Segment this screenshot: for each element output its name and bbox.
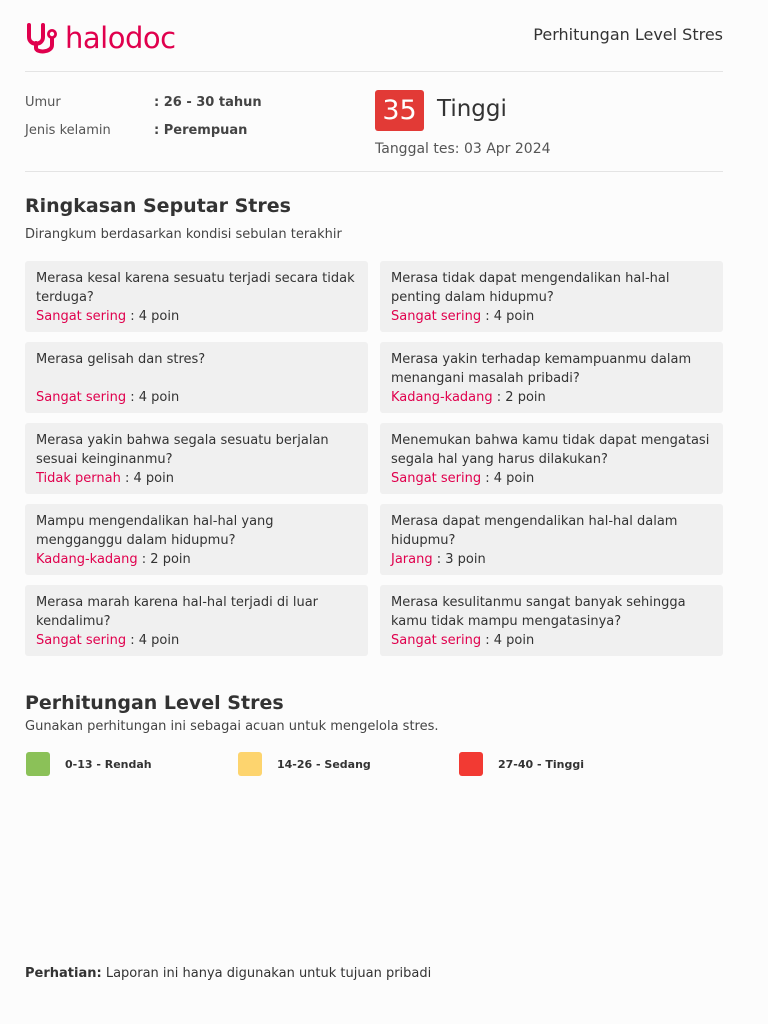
- age-value: : 26 - 30 tahun: [154, 95, 262, 110]
- summary-title: Ringkasan Seputar Stres: [25, 195, 291, 217]
- card-answer: [391, 469, 713, 488]
- summary-card: [25, 585, 368, 656]
- age-label: Umur: [25, 95, 61, 110]
- gender-value: : Perempuan: [154, 123, 248, 138]
- legend-item-sedang: [238, 752, 371, 776]
- summary-subtitle: Dirangkum berdasarkan kondisi sebulan terakhir: [25, 227, 342, 242]
- card-question: Merasa marah karena hal-hal terjadi di luar kendalimu?: [36, 595, 319, 629]
- card-points: : 4 poin: [485, 633, 535, 648]
- calculation-subtitle: Gunakan perhitungan ini sebagai acuan untuk mengelola stres.: [25, 719, 439, 734]
- summary-card: [25, 342, 368, 413]
- card-answer: [391, 550, 713, 569]
- document-title: Perhitungan Level Stres: [533, 25, 723, 44]
- card-answer: [391, 631, 713, 650]
- card-frequency: Sangat sering: [36, 633, 127, 648]
- summary-card: [380, 342, 723, 413]
- card-question: Merasa yakin terhadap kemampuanmu dalam menangani masalah pribadi?: [391, 352, 692, 386]
- summary-card: [25, 504, 368, 575]
- card-frequency: Jarang: [391, 552, 433, 567]
- test-date: Tanggal tes: 03 Apr 2024: [375, 141, 551, 157]
- card-frequency: Tidak pernah: [36, 471, 121, 486]
- summary-card: [380, 585, 723, 656]
- card-points: : 4 poin: [485, 471, 535, 486]
- legend-label: 27-40 - Tinggi: [498, 757, 585, 771]
- info-divider: [25, 171, 723, 172]
- score-level: Tinggi: [437, 96, 507, 122]
- card-question: Merasa gelisah dan stres?: [36, 352, 206, 367]
- legend-label: 0-13 - Rendah: [65, 757, 152, 771]
- legend-item-tinggi: [459, 752, 584, 776]
- summary-card: [380, 504, 723, 575]
- header-divider: [25, 71, 723, 72]
- stethoscope-icon: [25, 21, 61, 55]
- card-answer: [36, 550, 358, 569]
- card-answer: [36, 631, 358, 650]
- swatch-green: [26, 752, 50, 776]
- summary-card: [380, 423, 723, 494]
- card-points: : 4 poin: [130, 309, 180, 324]
- card-answer: [391, 307, 713, 326]
- card-points: : 2 poin: [141, 552, 191, 567]
- card-answer: [36, 388, 358, 407]
- card-question: Merasa kesulitanmu sangat banyak sehingga kamu tidak mampu mengatasinya?: [391, 595, 686, 629]
- card-answer: [391, 388, 713, 407]
- footer-note: [25, 966, 431, 981]
- header: [25, 20, 723, 56]
- halodoc-logo: [25, 20, 176, 56]
- card-frequency: Sangat sering: [36, 390, 127, 405]
- card-question: Merasa kesal karena sesuatu terjadi secara tidak terduga?: [36, 271, 355, 305]
- footer-text: Laporan ini hanya digunakan untuk tujuan pribadi: [101, 966, 432, 981]
- score-badge: 35: [375, 90, 424, 131]
- footer-label: Perhatian:: [25, 966, 102, 981]
- card-points: : 4 poin: [124, 471, 174, 486]
- card-frequency: Kadang-kadang: [391, 390, 493, 405]
- card-points: : 4 poin: [485, 309, 535, 324]
- summary-card: [380, 261, 723, 332]
- card-question: Merasa yakin bahwa segala sesuatu berjalan sesuai keinginanmu?: [36, 433, 329, 467]
- summary-card: [25, 261, 368, 332]
- swatch-red: [459, 752, 483, 776]
- logo-text: halodoc: [65, 21, 176, 55]
- card-frequency: Sangat sering: [36, 309, 127, 324]
- card-frequency: Sangat sering: [391, 309, 482, 324]
- calculation-title: Perhitungan Level Stres: [25, 692, 284, 714]
- card-points: : 4 poin: [130, 390, 180, 405]
- swatch-yellow: [238, 752, 262, 776]
- card-frequency: Sangat sering: [391, 471, 482, 486]
- card-question: Menemukan bahwa kamu tidak dapat mengatasi segala hal yang harus dilakukan?: [391, 433, 710, 467]
- card-question: Merasa tidak dapat mengendalikan hal-hal penting dalam hidupmu?: [391, 271, 670, 305]
- card-question: Mampu mengendalikan hal-hal yang mengganggu dalam hidupmu?: [36, 514, 274, 548]
- card-points: : 4 poin: [130, 633, 180, 648]
- summary-card: [25, 423, 368, 494]
- legend-item-rendah: [26, 752, 152, 776]
- card-points: : 3 poin: [436, 552, 486, 567]
- card-answer: [36, 307, 358, 326]
- legend-label: 14-26 - Sedang: [277, 757, 371, 771]
- card-frequency: Sangat sering: [391, 633, 482, 648]
- card-points: : 2 poin: [496, 390, 546, 405]
- card-frequency: Kadang-kadang: [36, 552, 138, 567]
- gender-label: Jenis kelamin: [25, 123, 111, 138]
- card-question: Merasa dapat mengendalikan hal-hal dalam hidupmu?: [391, 514, 678, 548]
- card-answer: [36, 469, 358, 488]
